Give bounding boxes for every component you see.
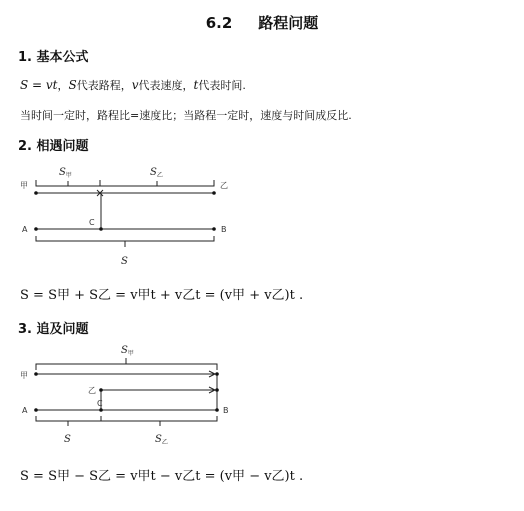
chase-point-b-label: B	[223, 406, 229, 415]
s-variable: S	[68, 78, 77, 92]
chase-s-yi-label: $S_乙$	[155, 434, 168, 446]
chase-point-b-dot	[215, 408, 219, 412]
chase-yi-end-dot	[215, 388, 219, 392]
chase-yi-dot	[99, 388, 103, 392]
point-b-dot	[212, 227, 216, 231]
point-a-dot	[34, 227, 38, 231]
t-variable: t	[193, 78, 199, 92]
point-a-label: A	[22, 225, 28, 234]
s-total-label: S	[121, 256, 128, 267]
yi-start-dot	[212, 191, 216, 195]
t-description: 代表时间.	[198, 79, 246, 92]
meeting-formula: S = S甲 + S乙 = v甲t + v乙t = (v甲 + v乙)t .	[20, 288, 304, 303]
chase-s-jia-label: $S_甲$	[121, 345, 134, 357]
v-variable: v	[131, 78, 139, 92]
basic-formula: S = vt	[20, 78, 58, 92]
chase-jia-label: 甲	[20, 371, 28, 380]
chase-point-a-label: A	[22, 406, 28, 415]
heading-meeting-problem: 2. 相遇问题	[18, 139, 89, 154]
chase-s-label: S	[64, 434, 71, 445]
chase-diagram	[36, 358, 217, 426]
heading-chase-problem: 3. 追及问题	[18, 322, 89, 337]
section-title: 路程问题	[258, 14, 319, 32]
chase-yi-label: 乙	[88, 386, 96, 395]
point-c-label: C	[89, 218, 95, 227]
chase-jia-dot	[34, 372, 38, 376]
separator: ，	[57, 79, 69, 92]
s-description: 代表路程，	[76, 79, 132, 92]
jia-start-dot	[34, 191, 38, 195]
s-yi-label: $S_乙$	[150, 167, 163, 179]
ratio-rule-line: 当时间一定时，路程比=速度比；当路程一定时，速度与时间成反比.	[20, 109, 352, 122]
point-c-dot	[99, 227, 103, 231]
yi-label: 乙	[220, 181, 228, 190]
chase-jia-end-dot	[215, 372, 219, 376]
jia-label: 甲	[20, 181, 28, 190]
chase-formula: S = S甲 − S乙 = v甲t − v乙t = (v甲 − v乙)t .	[20, 469, 304, 484]
chase-point-c-label: C	[97, 399, 103, 408]
chase-point-a-dot	[34, 408, 38, 412]
point-b-label: B	[221, 225, 227, 234]
heading-basic-formula: 1. 基本公式	[18, 50, 89, 65]
section-number: 6.2	[205, 14, 233, 32]
v-description: 代表速度，	[138, 79, 194, 92]
s-jia-label: $S_甲$	[59, 167, 72, 179]
chase-point-c-dot	[99, 408, 103, 412]
